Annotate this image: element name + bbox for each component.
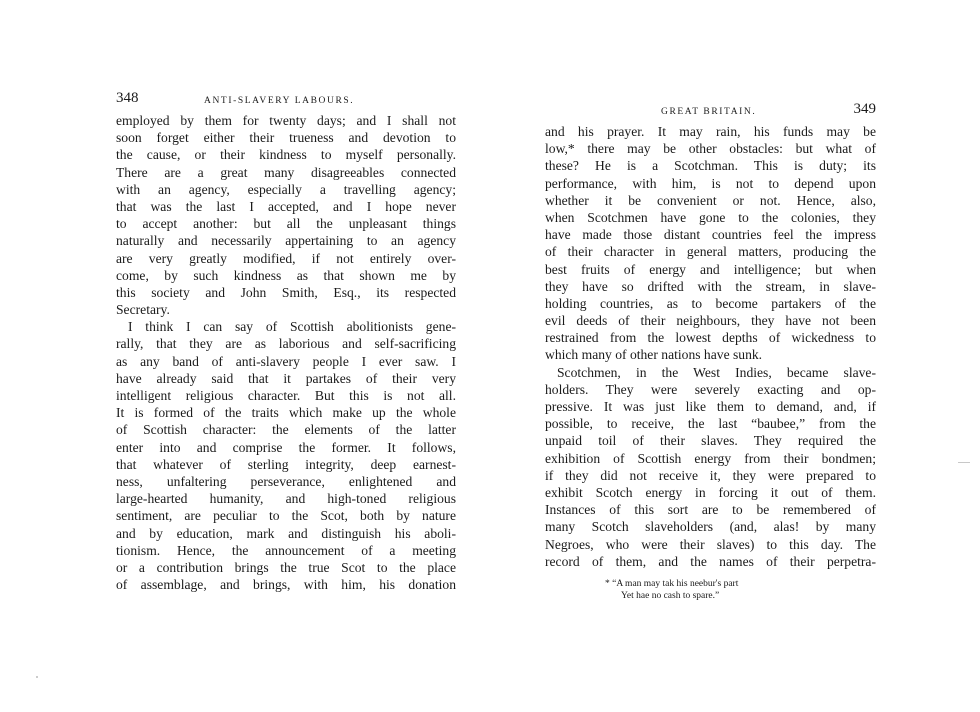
right-page-number: 349 (853, 101, 876, 117)
text-line: have already said that it partakes of their very (116, 370, 456, 386)
text-line: which many of other nations have sunk. (545, 347, 763, 363)
text-line: possible, to receive, the last “baubee,” from the (545, 416, 876, 432)
text-line: of their character in general matters, producing the (545, 244, 876, 260)
right-page-body (545, 123, 876, 570)
text-line: employed by them for twenty days; and I shall not (116, 113, 456, 128)
text-line: naturally and necessarily appertaining to an agency (116, 233, 456, 249)
text-line: performance, with him, is not to depend upon (545, 175, 876, 191)
text-line: many Scotch slaveholders (and, alas! by many (545, 519, 876, 535)
text-line: have made those distant countries feel the impress (545, 227, 876, 243)
footnote-line: Yet hae no cash to spare.” (621, 590, 720, 601)
text-line: whether it be convenient or not. Hence, also, (545, 192, 876, 208)
text-line: that was the last I accepted, and I hope never (116, 198, 456, 214)
text-line: pressive. It was just like them to demand, and, if (545, 399, 876, 414)
text-line: record of them, and the names of their perpetra- (545, 553, 876, 569)
text-line: come, by such kindness as that shown me by (116, 267, 456, 283)
text-line: Secretary. (116, 302, 170, 318)
text-line: or a contribution brings the true Scot to the place (116, 559, 456, 575)
text-line: this society and John Smith, Esq., its respected (116, 284, 456, 300)
text-line: intelligent religious character. But this is not all. (116, 388, 456, 403)
text-line: large-hearted humanity, and high-toned religious (116, 491, 456, 507)
text-line: if they did not receive it, they were prepared to (545, 467, 876, 483)
text-line: are very greatly modified, if not entirely over- (116, 250, 456, 266)
left-page (116, 90, 456, 593)
text-line: Negroes, who were their slaves) to this day. The (545, 536, 876, 552)
text-line: low,* there may be other obstacles: but what of (545, 141, 876, 157)
text-line: Instances of this sort are to be remembered of (545, 502, 876, 518)
text-line: and his prayer. It may rain, his funds may be (545, 124, 876, 139)
right-page-header (545, 101, 876, 123)
scan-speck (36, 676, 38, 678)
text-line: holders. They were severely exacting and op- (545, 381, 876, 397)
footnote-line: * “A man may tak his neebur's part (605, 578, 739, 589)
text-line: these? He is a Scotchman. This is duty; its (545, 158, 876, 174)
text-line: of assemblage, and brings, with him, his donation (116, 577, 456, 593)
footnote (545, 578, 876, 602)
left-page-body (116, 112, 456, 593)
text-line: enter into and comprise the former. It follows, (116, 439, 456, 455)
text-line: as any band of anti-slavery people I ever saw. I (116, 353, 456, 369)
text-line: tionism. Hence, the announcement of a meeting (116, 542, 456, 558)
text-line: to accept another: but all the unpleasant things (116, 216, 456, 232)
margin-mark (958, 462, 970, 463)
text-line: with an agency, especially a travelling agency; (116, 181, 456, 197)
text-line: restrained from the lowest depths of wickedness to (545, 330, 876, 346)
text-line: exhibit Scotch energy in forcing it out of them. (545, 484, 876, 500)
text-line: when Scotchmen have gone to the colonies, they (545, 209, 876, 225)
text-line: evil deeds of their neighbours, they have not been (545, 313, 876, 329)
text-line: There are a great many disagreeables connected (116, 164, 456, 180)
left-page-number: 348 (116, 90, 139, 106)
text-line: I think I can say of Scottish abolitionists gene- (128, 319, 456, 335)
text-line: It is formed of the traits which make up the whole (116, 405, 456, 421)
text-line: best fruits of energy and intelligence; but when (545, 261, 876, 277)
text-line: sentiment, are peculiar to the Scot, both by nature (116, 508, 456, 524)
text-line: the cause, or their kindness to myself personally. (116, 147, 456, 163)
text-line: that whatever of sterling integrity, deep earnest- (116, 456, 456, 472)
text-line: they have so drifted with the stream, in slave- (545, 278, 876, 294)
text-line: Scotchmen, in the West Indies, became slave- (557, 364, 876, 380)
right-page (545, 101, 876, 602)
text-line: holding countries, as to become partakers of the (545, 295, 876, 311)
text-line: rally, that they are as laborious and self-sacrificing (116, 336, 456, 352)
left-page-header (116, 90, 456, 112)
left-running-head: ANTI-SLAVERY LABOURS. (204, 96, 355, 106)
text-line: soon forget either their trueness and devotion to (116, 130, 456, 146)
text-line: exhibition of Scottish energy from their bondmen; (545, 450, 876, 466)
text-line: and by education, mark and distinguish his aboli- (116, 525, 456, 541)
right-running-head: GREAT BRITAIN. (661, 107, 757, 117)
text-line: of Scottish character: the elements of the latter (116, 422, 456, 438)
text-line: ness, unfaltering perseverance, enlightened and (116, 473, 456, 489)
text-line: unpaid toil of their slaves. They required the (545, 433, 876, 449)
